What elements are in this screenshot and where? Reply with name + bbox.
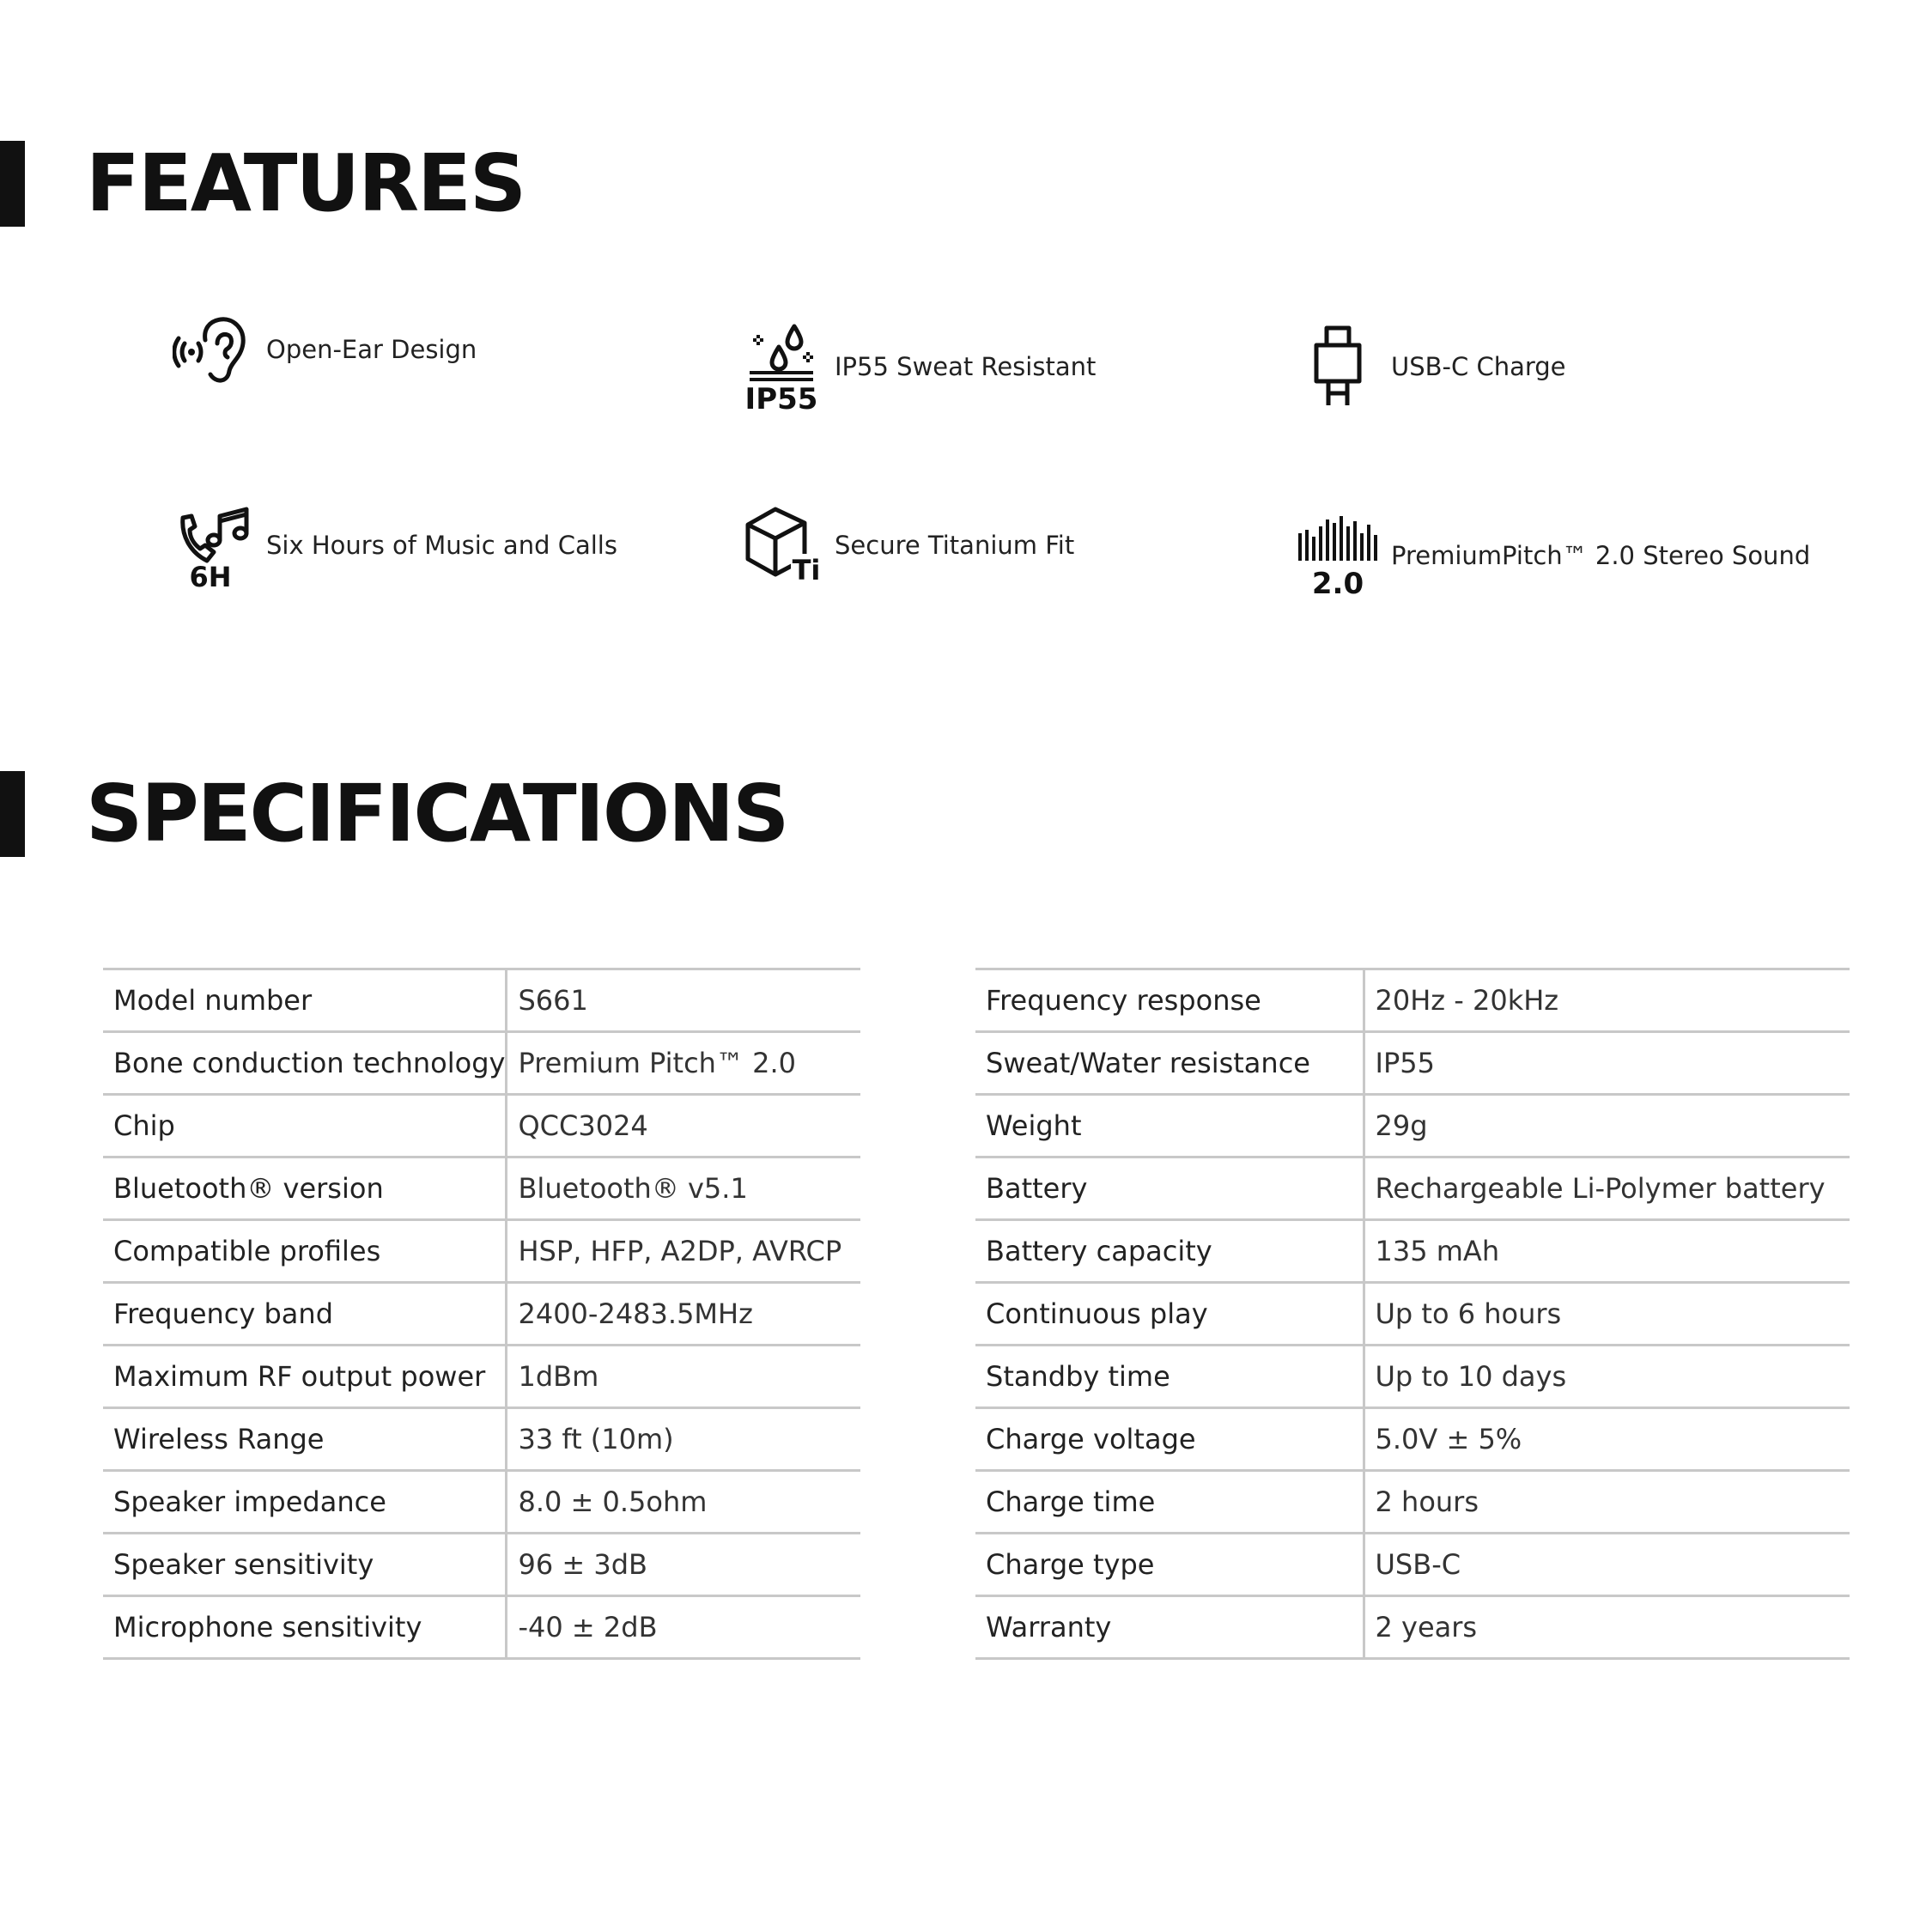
feature-label: IP55 Sweat Resistant xyxy=(835,352,1097,381)
sound-bars-icon xyxy=(1295,508,1381,603)
spec-value: Premium Pitch™ 2.0 xyxy=(507,1032,860,1095)
spec-label: Speaker sensitivity xyxy=(103,1534,507,1596)
spec-row xyxy=(103,1596,860,1659)
feature-label: PremiumPitch™ 2.0 Stereo Sound xyxy=(1391,541,1811,570)
spec-value: 20Hz - 20kHz xyxy=(1364,969,1850,1032)
spec-label: Microphone sensitivity xyxy=(103,1596,507,1659)
spec-value: Up to 6 hours xyxy=(1364,1283,1850,1346)
titanium-cube-icon xyxy=(738,498,824,592)
spec-value: 2 hours xyxy=(1364,1471,1850,1534)
section-accent-bar xyxy=(0,141,25,227)
spec-label: Chip xyxy=(103,1095,507,1157)
feature-titanium-fit xyxy=(738,498,1074,592)
spec-value: 2400-2483.5MHz xyxy=(507,1283,860,1346)
spec-label: Maximum RF output power xyxy=(103,1346,507,1408)
spec-row xyxy=(103,1408,860,1471)
spec-label: Charge voltage xyxy=(975,1408,1364,1471)
spec-row xyxy=(103,969,860,1032)
spec-value: Bluetooth® v5.1 xyxy=(507,1157,860,1220)
spec-label: Continuous play xyxy=(975,1283,1364,1346)
spec-value: 96 ± 3dB xyxy=(507,1534,860,1596)
feature-label: Open-Ear Design xyxy=(266,335,477,364)
spec-table-left xyxy=(103,968,860,1660)
spec-value: USB-C xyxy=(1364,1534,1850,1596)
specifications-heading: SPECIFICATIONS xyxy=(86,768,788,860)
section-accent-bar xyxy=(0,771,25,857)
spec-row xyxy=(103,1283,860,1346)
spec-label: Warranty xyxy=(975,1596,1364,1659)
svg-text:Ti: Ti xyxy=(792,554,821,586)
spec-value: 8.0 ± 0.5ohm xyxy=(507,1471,860,1534)
spec-row xyxy=(975,1534,1850,1596)
spec-label: Frequency response xyxy=(975,969,1364,1032)
spec-label: Weight xyxy=(975,1095,1364,1157)
spec-label: Sweat/Water resistance xyxy=(975,1032,1364,1095)
spec-row xyxy=(103,1534,860,1596)
spec-label: Bone conduction technology xyxy=(103,1032,507,1095)
spec-label: Wireless Range xyxy=(103,1408,507,1471)
svg-text:IP55: IP55 xyxy=(744,382,818,414)
spec-value: HSP, HFP, A2DP, AVRCP xyxy=(507,1220,860,1283)
spec-row xyxy=(975,1095,1850,1157)
spec-label: Battery capacity xyxy=(975,1220,1364,1283)
spec-label: Bluetooth® version xyxy=(103,1157,507,1220)
spec-value: Rechargeable Li-Polymer battery xyxy=(1364,1157,1850,1220)
spec-row xyxy=(103,1157,860,1220)
spec-row xyxy=(103,1032,860,1095)
svg-text:6H: 6H xyxy=(189,561,232,590)
spec-row xyxy=(975,1283,1850,1346)
spec-row xyxy=(975,969,1850,1032)
spec-label: Model number xyxy=(103,969,507,1032)
feature-label: Six Hours of Music and Calls xyxy=(266,531,617,560)
spec-label: Speaker impedance xyxy=(103,1471,507,1534)
spec-value: 2 years xyxy=(1364,1596,1850,1659)
svg-text:2.0: 2.0 xyxy=(1311,567,1364,598)
spec-value: QCC3024 xyxy=(507,1095,860,1157)
spec-row xyxy=(103,1220,860,1283)
spec-row xyxy=(975,1408,1850,1471)
feature-label: USB-C Charge xyxy=(1391,352,1566,381)
spec-value: S661 xyxy=(507,969,860,1032)
feature-six-hours xyxy=(170,498,617,592)
spec-value: 29g xyxy=(1364,1095,1850,1157)
spec-row xyxy=(103,1346,860,1408)
usb-c-plug-icon xyxy=(1295,319,1381,414)
features-heading: FEATURES xyxy=(86,137,526,229)
spec-value: 1dBm xyxy=(507,1346,860,1408)
spec-value: 33 ft (10m) xyxy=(507,1408,860,1471)
spec-label: Charge time xyxy=(975,1471,1364,1534)
ear-sound-icon xyxy=(170,302,256,397)
spec-value: 5.0V ± 5% xyxy=(1364,1408,1850,1471)
spec-value: -40 ± 2dB xyxy=(507,1596,860,1659)
spec-label: Standby time xyxy=(975,1346,1364,1408)
specifications-section-title xyxy=(0,768,1030,860)
spec-table-right xyxy=(975,968,1850,1660)
spec-label: Compatible profiles xyxy=(103,1220,507,1283)
spec-label: Battery xyxy=(975,1157,1364,1220)
spec-value: IP55 xyxy=(1364,1032,1850,1095)
spec-value: 135 mAh xyxy=(1364,1220,1850,1283)
spec-row xyxy=(975,1220,1850,1283)
spec-row xyxy=(103,1095,860,1157)
feature-open-ear xyxy=(170,302,477,397)
spec-row xyxy=(975,1596,1850,1659)
feature-label: Secure Titanium Fit xyxy=(835,531,1075,560)
spec-row xyxy=(975,1157,1850,1220)
feature-stereo-sound xyxy=(1295,508,1810,603)
feature-usb-c-charge xyxy=(1295,319,1566,414)
spec-row xyxy=(975,1032,1850,1095)
spec-label: Charge type xyxy=(975,1534,1364,1596)
features-section-title xyxy=(0,137,1030,229)
spec-row xyxy=(975,1346,1850,1408)
spec-value: Up to 10 days xyxy=(1364,1346,1850,1408)
spec-label: Frequency band xyxy=(103,1283,507,1346)
spec-row xyxy=(103,1471,860,1534)
water-drops-icon xyxy=(738,319,824,414)
phone-music-icon xyxy=(170,498,256,592)
spec-row xyxy=(975,1471,1850,1534)
feature-sweat-resistant xyxy=(738,319,1096,414)
